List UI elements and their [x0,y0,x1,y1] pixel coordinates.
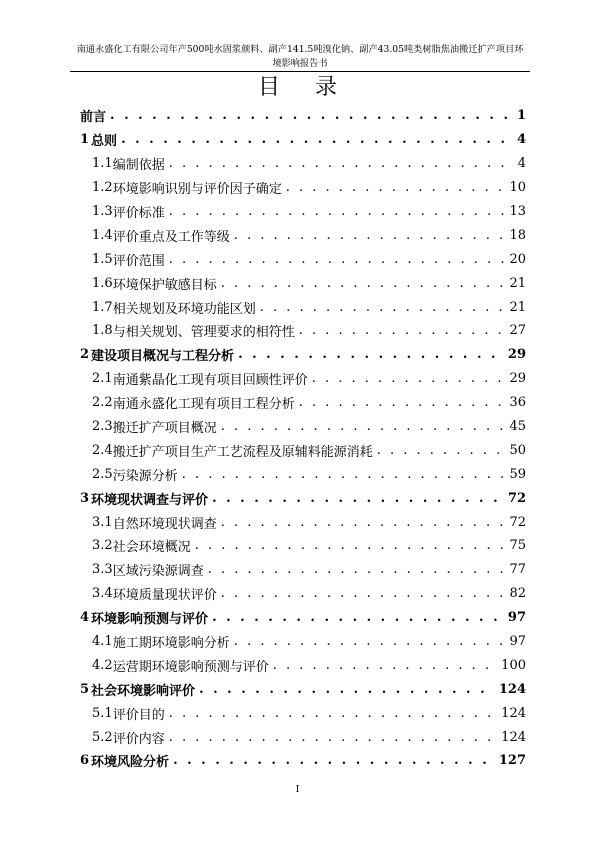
toc-entry-number: 3.4 [92,586,113,602]
toc-entry[interactable] [80,128,526,152]
toc-entry-number: 2.1 [92,371,113,387]
toc-entry[interactable] [80,343,526,367]
toc-entry-page: 45 [509,419,526,435]
dot-leader [234,228,506,243]
toc-entry[interactable] [80,462,526,486]
toc-entry-page: 1 [516,108,526,124]
toc-entry[interactable] [80,367,526,391]
toc-entry-page: 77 [509,562,526,578]
dot-leader [312,371,506,386]
dot-leader [221,515,506,530]
toc-entry-number: 3.3 [92,562,113,578]
toc-entry[interactable] [80,534,526,558]
toc-entry-page: 20 [509,251,526,267]
toc-entry[interactable] [80,510,526,534]
toc-entry-page: 97 [507,610,526,626]
toc-entry-number: 2 [80,347,90,363]
toc-entry-page: 72 [507,490,526,506]
toc-entry-label: 环境影响识别与评价因子确定 [112,182,282,198]
toc-entry-label: 与相关规划、管理要求的相符性 [112,325,295,341]
toc-entry-number: 2.3 [92,419,113,435]
toc-entry-label: 评价范围 [112,253,165,269]
dot-leader [169,156,514,171]
dot-leader [299,395,506,410]
toc-entry-label: 环境现状调查与评价 [91,492,209,508]
dot-leader [199,682,495,697]
toc-entry[interactable] [80,271,526,295]
dot-leader [212,610,504,625]
toc-entry-label: 评价内容 [112,731,165,747]
dot-leader [182,467,506,482]
toc-entry-label: 评价重点及工作等级 [112,229,230,245]
toc-entry-page: 10 [509,180,526,196]
dot-leader [221,276,506,291]
toc-entry-page: 29 [507,347,526,363]
toc-entry-page: 29 [509,371,526,387]
toc-entry[interactable] [80,247,526,271]
toc-entry[interactable] [80,486,526,510]
page-number: I [295,785,300,795]
header-line-2: 境影响报告书 [272,58,328,69]
toc-entry-label: 环境质量现状评价 [112,588,217,604]
toc-entry[interactable] [80,558,526,582]
toc-entry-label: 评价目的 [112,707,165,723]
dot-leader [169,730,497,745]
toc-entry-label: 环境风险分析 [91,755,170,771]
toc-entry-page: 97 [509,634,526,650]
toc-entry[interactable] [80,391,526,415]
dot-leader [299,323,506,338]
toc-entry[interactable] [80,295,526,319]
toc-entry[interactable] [80,223,526,247]
toc-entry-page: 75 [509,538,526,554]
toc-entry-number: 1.6 [92,275,113,291]
toc-entry-label: 污染源分析 [112,468,178,484]
table-of-contents [80,104,526,773]
toc-entry-label: 前言 [80,110,107,126]
toc-entry-page: 21 [509,299,526,315]
dot-leader [169,706,497,721]
toc-entry-number: 1.1 [92,156,113,172]
dot-leader [195,538,506,553]
dot-leader [377,443,506,458]
dot-leader [169,252,506,267]
toc-entry-number: 2.5 [92,466,113,482]
toc-entry-number: 2.4 [92,442,113,458]
toc-entry[interactable] [80,176,526,200]
toc-entry-page: 72 [509,514,526,530]
toc-entry[interactable] [80,701,526,725]
toc-entry-page: 124 [501,705,526,721]
toc-entry[interactable] [80,749,526,773]
toc-entry[interactable] [80,630,526,654]
dot-leader [221,586,506,601]
toc-entry-number: 5.1 [92,705,113,721]
toc-entry-label: 施工期环境影响分析 [112,636,230,652]
toc-entry[interactable] [80,653,526,677]
running-header [70,43,530,71]
toc-entry-label: 搬迁扩产项目概况 [112,421,217,437]
toc-entry-number: 1 [80,132,90,148]
toc-entry-number: 6 [80,753,90,769]
toc-entry-number: 3 [80,490,90,506]
toc-entry-number: 3.2 [92,538,113,554]
toc-entry-label: 总则 [91,134,118,150]
dot-leader [121,132,513,147]
dot-leader [260,300,506,315]
toc-entry-number: 3.1 [92,514,113,530]
toc-entry-label: 环境保护敏感目标 [112,277,217,293]
toc-entry-label: 区域污染源调查 [112,564,204,580]
toc-entry[interactable] [80,104,526,128]
dot-leader [234,634,506,649]
toc-entry-page: 124 [501,729,526,745]
toc-entry-page: 124 [498,681,526,697]
toc-entry-label: 运营期环境影响预测与评价 [112,659,269,675]
dot-leader [238,347,504,362]
toc-entry-label: 南通永盛化工现有项目工程分析 [112,397,295,413]
toc-entry[interactable] [80,677,526,701]
toc-entry[interactable] [80,438,526,462]
toc-entry-label: 南通紫晶化工现有项目回顾性评价 [112,373,308,389]
toc-entry[interactable] [80,152,526,176]
toc-entry-number: 1.5 [92,251,113,267]
dot-leader [208,562,506,577]
toc-entry-page: 127 [498,753,526,769]
page-title: 目 录 [258,75,351,100]
toc-entry-number: 1.3 [92,204,113,219]
toc-entry-label: 相关规划及环境功能区划 [112,301,256,317]
toc-entry-label: 自然环境现状调查 [112,516,217,532]
toc-entry-number: 5 [80,681,90,697]
toc-entry-page: 100 [501,657,526,673]
toc-entry-page: 27 [509,323,526,339]
toc-entry-number: 4 [80,610,90,626]
toc-entry-number: 1.2 [92,180,113,196]
toc-entry[interactable] [80,725,526,749]
toc-entry-label: 搬迁扩产项目生产工艺流程及原辅料能源消耗 [112,444,373,460]
toc-entry-number: 1.8 [92,323,113,339]
dot-leader [169,204,506,219]
toc-entry-label: 建设项目概况与工程分析 [91,349,235,365]
header-line-1: 南通永盛化工有限公司年产500吨水固浆颜料、副产141.5吨溴化钠、副产43.05吨类树脂焦油搬迁扩产项目环 [76,44,524,55]
toc-entry-number: 1.7 [92,299,113,315]
toc-entry-page: 4 [516,132,526,148]
dot-leader [212,491,504,506]
toc-entry-number: 4.1 [92,634,113,650]
toc-entry-page: 18 [509,227,526,243]
toc-entry-number: 1.4 [92,227,113,243]
toc-entry[interactable] [80,319,526,343]
toc-entry-number: 5.2 [92,729,113,745]
toc-entry-number: 2.2 [92,395,113,411]
toc-entry-page: 36 [509,395,526,411]
toc-entry[interactable] [80,606,526,630]
dot-leader [286,180,506,195]
dot-leader [110,108,513,123]
toc-entry[interactable] [80,200,526,224]
toc-entry[interactable] [80,582,526,606]
dot-leader [173,753,495,768]
toc-entry[interactable] [80,415,526,439]
toc-entry-page: 21 [509,275,526,291]
toc-entry-number: 4.2 [92,657,113,673]
toc-entry-label: 环境影响预测与评价 [91,612,209,628]
toc-entry-page: 13 [509,204,526,219]
toc-entry-page: 59 [509,466,526,482]
toc-entry-label: 评价标准 [112,206,165,221]
dot-leader [273,658,497,673]
toc-entry-page: 4 [517,156,526,172]
toc-entry-page: 50 [509,442,526,458]
toc-entry-label: 编制依据 [112,158,165,174]
toc-entry-label: 社会环境概况 [112,540,191,556]
toc-entry-label: 社会环境影响评价 [91,683,196,699]
dot-leader [221,419,506,434]
toc-entry-page: 82 [509,586,526,602]
